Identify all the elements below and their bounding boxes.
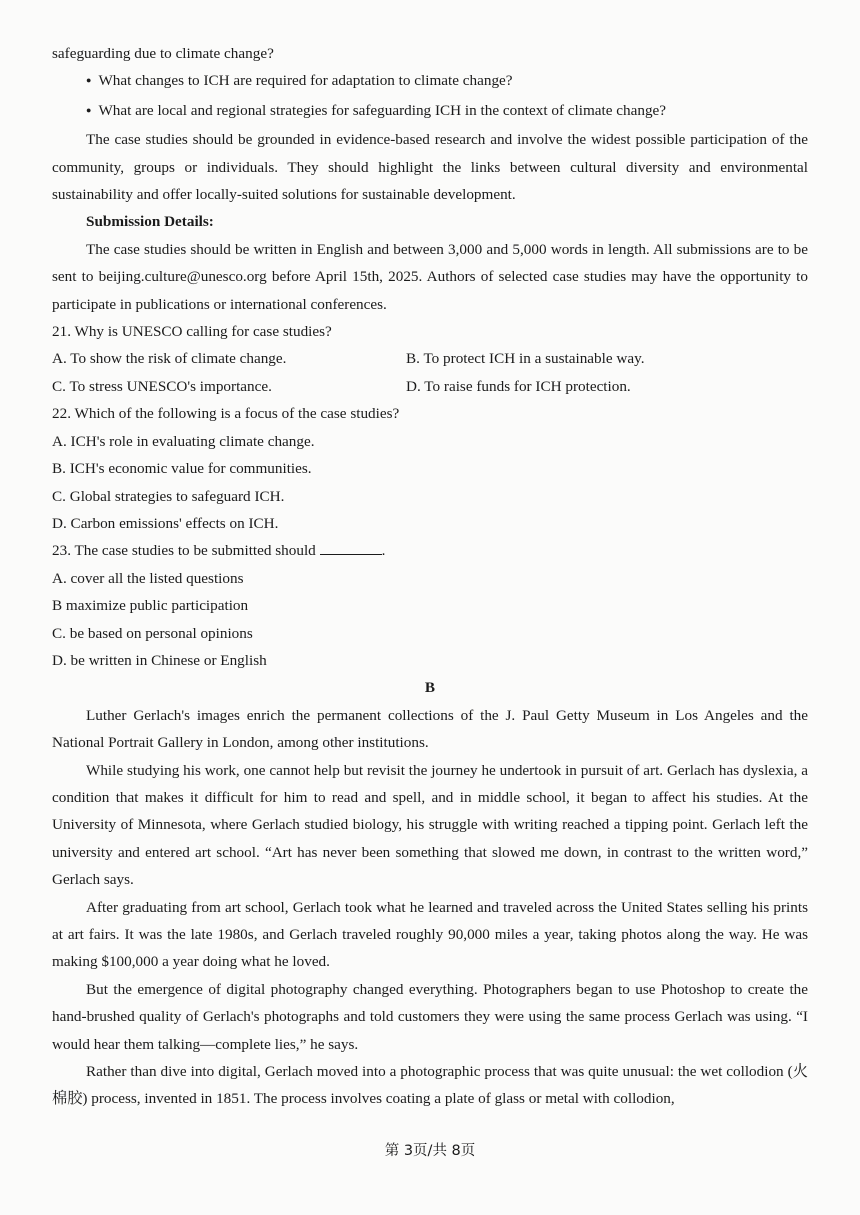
question-21 [52,318,808,400]
option-c: C. Global strategies to safeguard ICH. [52,487,285,505]
passage-b-paragraph: Luther Gerlach's images enrich the permanent collections of the J. Paul Getty Museum in Los Angeles and the National Portrait Gallery in London, among other institutions. [52,706,808,752]
option-a: A. ICH's role in evaluating climate change. [52,432,315,450]
passage-b-paragraph: Rather than dive into digital, Gerlach moved into a photographic process that was quite unusual: the wet collodion (火棉胶) process, invented in 1851. The process involves coating a plate of glass or metal with collodion, [52,1063,808,1108]
option-b: B maximize public participation [52,597,249,615]
option-c: C. To stress UNESCO's importance. [52,377,272,395]
page-number: 第 3页/共 8页 [384,1143,476,1159]
submission-paragraph: The case studies should be written in English and between 3,000 and 5,000 words in length. All submissions are to be sent to beijing.culture@unesco.org before April 15th, 2025. Authors of selected case studies may have the opportunity to participate in publications or international conferences. [52,240,808,313]
bullet-item: ● What changes to ICH are required for adaptation to climate change? [52,67,808,96]
option-d: D. be written in Chinese or English [52,651,267,669]
option-b: B. ICH's economic value for communities. [52,460,312,478]
question-stem: 21. Why is UNESCO calling for case studies? [52,323,332,341]
question-stem: 22. Which of the following is a focus of the case studies? [52,405,400,423]
question-stem-end: . [381,542,386,560]
question-stem-text: 23. The case studies to be submitted should [52,542,316,560]
option-d: D. To raise funds for ICH protection. [406,377,631,395]
question-23 [52,537,808,674]
passage-a-paragraph: The case studies should be grounded in evidence-based research and involve the widest possible participation of the community, groups or individuals. They should highlight the links between cultural diversity and environmental sustainability and offer locally-suited solutions for sustainable development. [52,131,808,204]
passage-b-paragraph: While studying his work, one cannot help but revisit the journey he undertook in pursuit of art. Gerlach has dyslexia, a condition that makes it difficult for him to read and spell, and in middle school, it began to affect his studies. At the University of Minnesota, where Gerlach studied biology, his struggle with writing reached a tipping point. Gerlach left the university and entered art school. “Art has never been something that slowed me down, in contrast to the written word,” Gerlach says. [52,761,808,889]
option-b: B. To protect ICH in a sustainable way. [406,350,645,368]
question-22 [52,400,808,537]
option-d: D. Carbon emissions' effects on ICH. [52,514,279,532]
question-stem [52,537,808,564]
option-a: A. cover all the listed questions [52,569,244,587]
passage-a-continuation: safeguarding due to climate change? [52,45,274,62]
submission-heading: Submission Details: [86,213,214,231]
bullet-item: ● What are local and regional strategies for safeguarding ICH in the context of climate change? [52,97,808,126]
option-a: A. To show the risk of climate change. [52,350,287,368]
option-c: C. be based on personal opinions [52,624,253,642]
answer-blank [320,538,382,555]
passage-b-paragraph: But the emergence of digital photography changed everything. Photographers began to use Photoshop to create the hand-brushed quality of Gerlach's photographs and told customers they were using the same process Gerlach was using. “I would hear them talking—complete lies,” he says. [52,980,808,1053]
passage-b-paragraph: After graduating from art school, Gerlach took what he learned and traveled across the United States selling his prints at art fairs. It was the late 1980s, and Gerlach traveled roughly 90,000 miles a year, taking photos along the way. He was making $100,000 a year doing what he loved. [52,898,808,971]
section-letter: B [424,679,436,697]
